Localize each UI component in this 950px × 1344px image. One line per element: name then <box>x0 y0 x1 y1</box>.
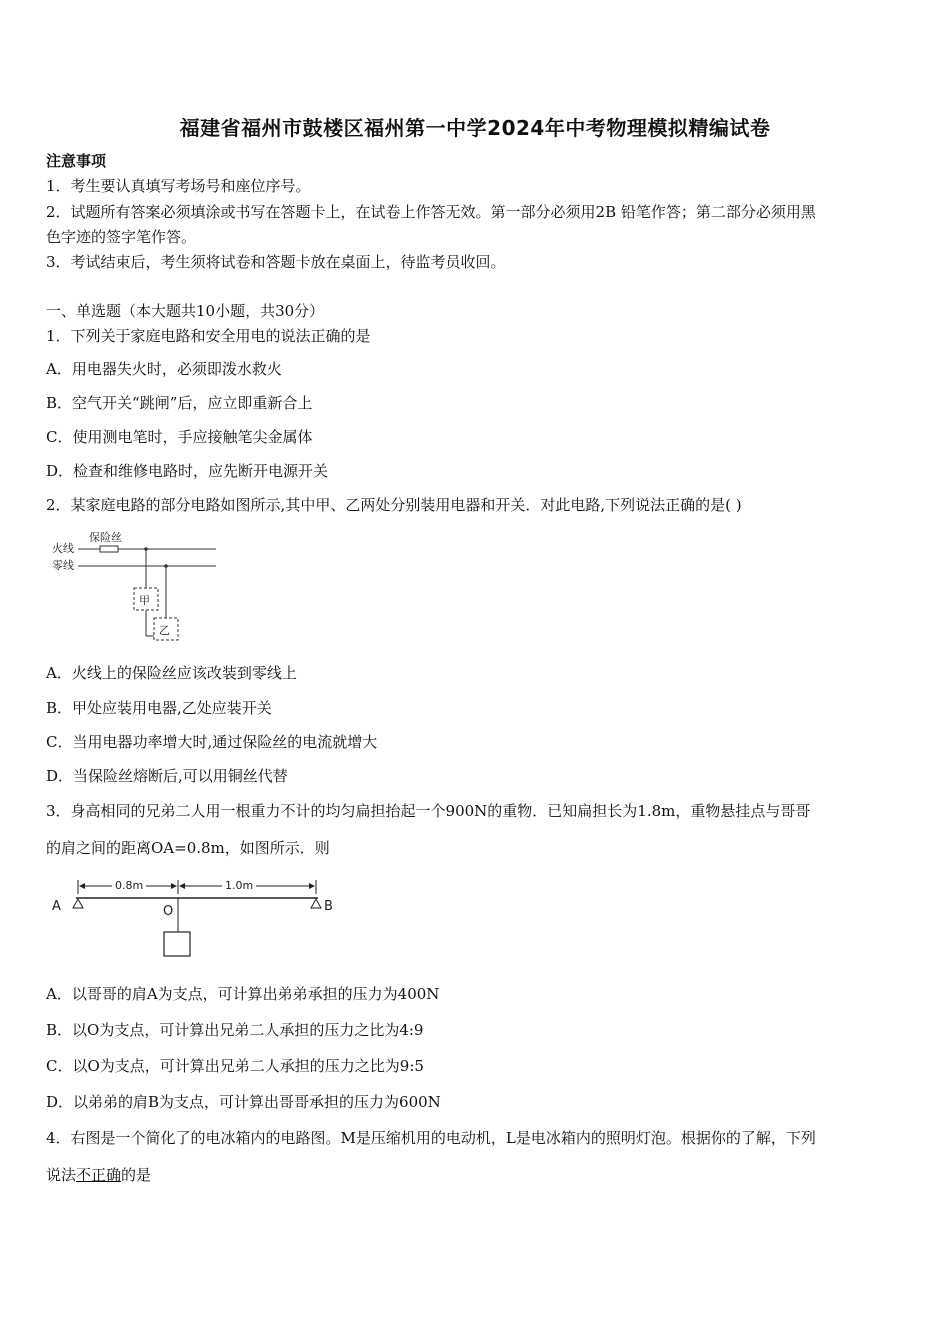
point-a-label: A <box>52 899 61 914</box>
neutral-wire-label: 零线 <box>52 559 74 572</box>
dimension-left-label: 0.8m <box>115 879 144 892</box>
question-3-option-d: D．以弟弟的肩B为支点，可计算出哥哥承担的压力为600N <box>46 1093 441 1111</box>
question-4-stem-underlined: 不正确 <box>76 1166 122 1184</box>
question-1-option-c: C．使用测电笔时，手应接触笔尖金属体 <box>46 428 313 446</box>
question-2-option-d: D．当保险丝熔断后,可以用铜丝代替 <box>46 767 288 785</box>
live-wire-label: 火线 <box>52 542 74 555</box>
question-3-stem-line1: 3．身高相同的兄弟二人用一根重力不计的均匀扁担抬起一个900N的重物．已知扁担长为1.8m，重物悬挂点与哥哥 <box>46 802 811 820</box>
question-3-stem-line2: 的肩之间的距离OA=0.8m，如图所示．则 <box>46 839 330 857</box>
circuit-diagram <box>46 530 226 646</box>
question-4-stem-pre: 说法 <box>46 1166 77 1184</box>
question-2-option-c: C．当用电器功率增大时,通过保险丝的电流就增大 <box>46 733 378 751</box>
question-3-option-c: C．以O为支点，可计算出兄弟二人承担的压力之比为9:5 <box>46 1057 424 1075</box>
question-2-stem: 2．某家庭电路的部分电路如图所示,其中甲、乙两处分别装用电器和开关．对此电路,下列说法正确的是( ) <box>46 496 742 514</box>
notice-item: 色字迹的签字笔作答。 <box>46 228 197 246</box>
question-2-option-b: B．甲处应装用电器,乙处应装开关 <box>46 699 272 717</box>
box-jia-label: 甲 <box>139 594 150 607</box>
exam-title: 福建省福州市鼓楼区福州第一中学2024年中考物理模拟精编试卷 <box>179 116 771 140</box>
lever-diagram <box>46 872 346 962</box>
notice-heading: 注意事项 <box>46 152 107 170</box>
question-3-option-a: A．以哥哥的肩A为支点，可计算出弟弟承担的压力为400N <box>46 985 440 1003</box>
notice-item: 2．试题所有答案必须填涂或书写在答题卡上，在试卷上作答无效。第一部分必须用2B 铅笔作答；第二部分必须用黑 <box>46 203 816 221</box>
question-2-option-a: A．火线上的保险丝应该改装到零线上 <box>46 664 297 682</box>
question-3-option-b: B．以O为支点，可计算出兄弟二人承担的压力之比为4:9 <box>46 1021 424 1039</box>
question-1-option-b: B．空气开关“跳闸”后，应立即重新合上 <box>46 394 313 412</box>
question-1-stem: 1．下列关于家庭电路和安全用电的说法正确的是 <box>46 327 371 345</box>
question-1-option-a: A．用电器失火时，必须即泼水救火 <box>46 360 282 378</box>
question-4-stem-line1: 4．右图是一个简化了的电冰箱内的电路图。M是压缩机用的电动机，L是电冰箱内的照明灯泡。根据你的了解，下列 <box>46 1129 816 1147</box>
fuse-label: 保险丝 <box>89 531 122 544</box>
weight-block <box>164 932 190 956</box>
question-4-stem-line2 <box>46 1164 906 1186</box>
fuse-symbol <box>100 546 118 552</box>
question-4-stem-post: 的是 <box>121 1166 152 1184</box>
section-heading: 一、单选题（本大题共10小题，共30分） <box>46 302 325 320</box>
dimension-right-label: 1.0m <box>225 879 254 892</box>
notice-item: 1．考生要认真填写考场号和座位序号。 <box>46 177 311 195</box>
question-1-option-d: D．检查和维修电路时，应先断开电源开关 <box>46 462 329 480</box>
point-o-label: O <box>163 904 174 919</box>
notice-item: 3．考试结束后，考生须将试卷和答题卡放在桌面上，待监考员收回。 <box>46 253 506 271</box>
box-yi-label: 乙 <box>159 624 170 637</box>
support-a <box>73 899 83 908</box>
point-b-label: B <box>324 899 333 914</box>
support-b <box>311 899 321 908</box>
